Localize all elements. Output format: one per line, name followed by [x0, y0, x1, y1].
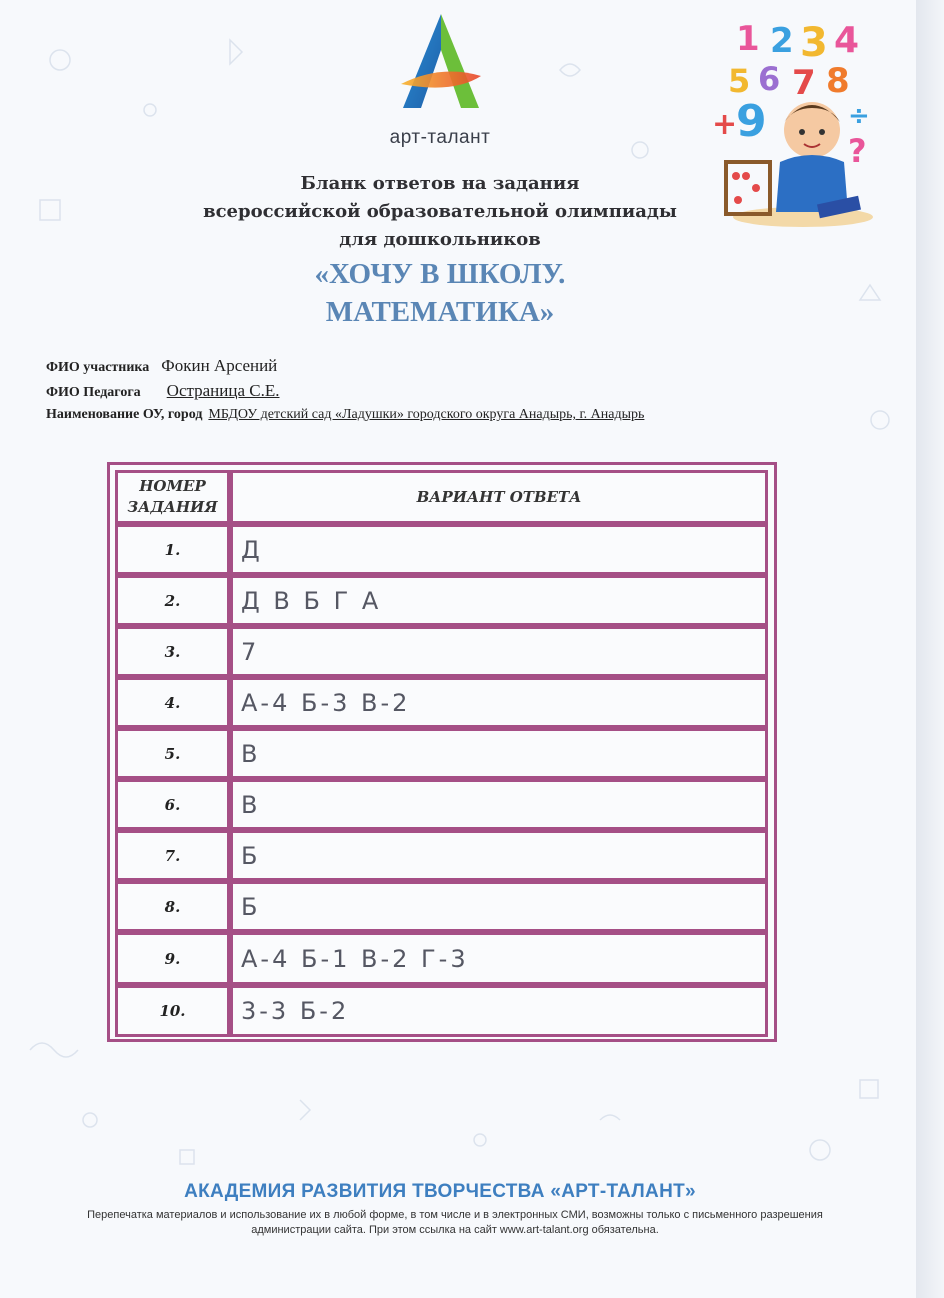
answers-table	[107, 462, 777, 1042]
svg-text:?: ?	[848, 132, 867, 170]
title-line: для дошкольников	[339, 229, 541, 250]
handwritten-answer: Б	[241, 841, 261, 870]
task-number: 7.	[164, 846, 181, 865]
handwritten-answer: Д	[241, 535, 263, 564]
svg-text:÷: ÷	[848, 101, 870, 131]
school-row	[46, 405, 644, 423]
olympiad-name	[140, 255, 740, 331]
handwritten-answer: В	[241, 739, 261, 768]
svg-text:5: 5	[728, 62, 751, 100]
art-talant-logo	[393, 10, 489, 120]
task-number-cell	[115, 779, 230, 830]
answer-cell	[230, 626, 768, 677]
svg-text:6: 6	[758, 60, 781, 98]
svg-text:3: 3	[800, 20, 828, 66]
task-number-cell	[115, 985, 230, 1037]
number-header	[127, 476, 217, 518]
answer-header: ВАРИАНТ ОТВЕТА	[416, 488, 582, 506]
svg-text:1: 1	[736, 19, 760, 59]
footer-note: Перепечатка материалов и использование их в любой форме, в том числе и в электронных СМИ, возможны только с письменного разрешения администрации сайта. При этом ссылка на сайт www.art-talant.org обязательна.	[87, 1209, 823, 1236]
task-number: 9.	[164, 949, 181, 968]
header-answer-cell	[230, 470, 768, 524]
answer-cell	[230, 779, 768, 830]
answer-cell	[230, 524, 768, 575]
task-number: 2.	[164, 591, 181, 610]
svg-text:8: 8	[826, 61, 850, 101]
school-name: МБДОУ детский сад «Ладушки» городского округа Анадырь, г. Анадырь	[208, 407, 645, 422]
task-number-cell	[115, 830, 230, 881]
number-header-line: НОМЕР	[139, 477, 206, 495]
task-number: 4.	[164, 693, 181, 712]
handwritten-answer: 3-3 Б-2	[241, 997, 350, 1025]
answer-cell	[230, 677, 768, 728]
form-title	[120, 170, 760, 254]
title-line: всероссийской образовательной олимпиады	[203, 201, 677, 222]
task-number-cell	[115, 575, 230, 626]
svg-text:+: +	[712, 107, 738, 142]
svg-text:9: 9	[736, 96, 767, 147]
handwritten-answer: 7	[241, 637, 260, 666]
brand-name: арт-талант	[389, 127, 491, 148]
task-number: 5.	[164, 744, 181, 763]
number-header-line: ЗАДАНИЯ	[127, 498, 218, 516]
task-number-cell	[115, 728, 230, 779]
task-number: 3.	[164, 642, 181, 661]
title-line: Бланк ответов на задания	[300, 173, 580, 194]
teacher-label: ФИО Педагога	[46, 385, 141, 400]
footer-title: АКАДЕМИЯ РАЗВИТИЯ ТВОРЧЕСТВА «АРТ-ТАЛАНТ»	[184, 1181, 696, 1202]
teacher-row	[46, 381, 280, 401]
svg-text:7: 7	[792, 63, 816, 103]
answer-cell	[230, 830, 768, 881]
answer-cell	[230, 575, 768, 626]
student-name: Фокин Арсений	[161, 356, 278, 375]
handwritten-answer: Б	[241, 892, 261, 921]
school-label: Наименование ОУ, город	[46, 407, 203, 422]
handwritten-answer: В	[241, 790, 261, 819]
student-label: ФИО участника	[46, 360, 150, 375]
task-number-cell	[115, 881, 230, 932]
svg-text:2: 2	[770, 21, 794, 61]
task-number: 10.	[159, 1002, 186, 1020]
task-number: 6.	[164, 795, 181, 814]
answer-cell	[230, 932, 768, 985]
task-number-cell	[115, 524, 230, 575]
teacher-name: Остраница С.Е.	[166, 381, 280, 400]
task-number-cell	[115, 677, 230, 728]
student-row	[46, 356, 277, 376]
subtitle-line: «ХОЧУ В ШКОЛУ.	[314, 258, 566, 290]
answer-cell	[230, 881, 768, 932]
handwritten-answer: А-4 Б-3 В-2	[241, 688, 411, 717]
handwritten-answer: Д В Б Г А	[241, 586, 382, 615]
task-number-cell	[115, 626, 230, 677]
task-number: 8.	[164, 897, 181, 916]
task-number: 1.	[164, 540, 181, 559]
answer-cell	[230, 728, 768, 779]
header-number-cell	[115, 470, 230, 524]
scan-edge	[916, 0, 944, 1298]
answer-cell	[230, 985, 768, 1037]
handwritten-answer: А-4 Б-1 В-2 Г-3	[241, 944, 469, 973]
task-number-cell	[115, 932, 230, 985]
svg-text:4: 4	[834, 20, 860, 61]
subtitle-line: МАТЕМАТИКА»	[325, 296, 555, 328]
